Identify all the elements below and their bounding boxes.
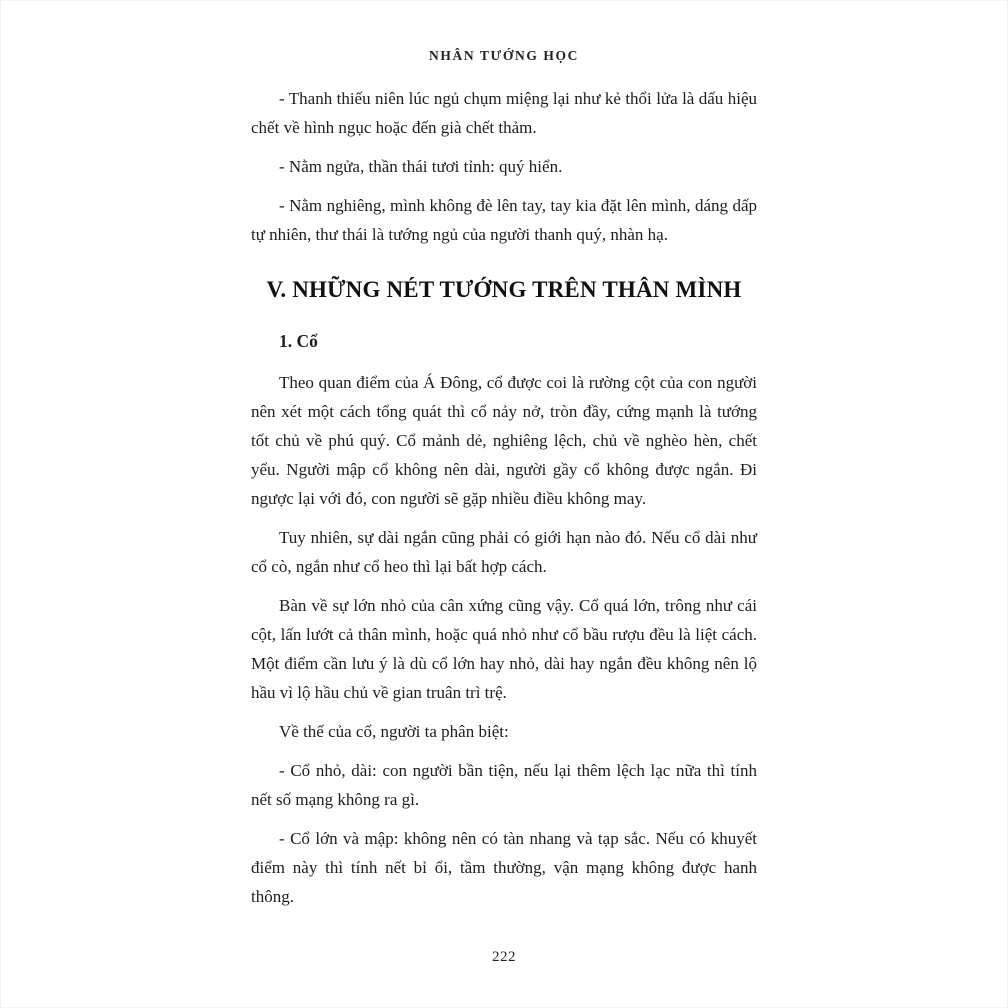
paragraph: Theo quan điểm của Á Đông, cổ được coi là rường cột của con người nên xét một cách tổng quát thì cổ nảy nở, tròn đầy, cứng mạnh là tướng tốt chủ về phú quý. Cổ mảnh dẻ, nghiêng lệch, chủ về nghèo hèn, chết yểu. Người mập cổ không nên dài, người gầy cổ không được ngắn. Đi ngược lại với đó, con người sẽ gặp nhiều điều không may. xyxy=(251,373,757,508)
section-heading: V. NHỮNG NÉT TƯỚNG TRÊN THÂN MÌNH xyxy=(266,277,742,302)
paragraph: Bàn về sự lớn nhỏ của cân xứng cũng vậy. Cổ quá lớn, trông như cái cột, lấn lướt cả thân mình, hoặc quá nhỏ như cổ bầu rượu đều là liệt cách. Một điểm cần lưu ý là dù cổ lớn hay nhỏ, dài hay ngắn đều không nên lộ hầu vì lộ hầu chủ về gian truân trì trệ. xyxy=(251,596,757,702)
page-number: 222 xyxy=(492,949,516,965)
paragraph: - Thanh thiếu niên lúc ngủ chụm miệng lại như kẻ thổi lửa là dấu hiệu chết về hình ngục hoặc đến già chết thảm. xyxy=(251,89,757,137)
page-content xyxy=(251,84,757,921)
paragraph: Tuy nhiên, sự dài ngắn cũng phải có giới hạn nào đó. Nếu cổ dài như cổ cò, ngắn như cổ heo thì lại bất hợp cách. xyxy=(251,528,757,576)
subsection-heading: 1. Cổ xyxy=(279,331,318,351)
paragraph: - Cổ nhỏ, dài: con người bần tiện, nếu lại thêm lệch lạc nữa thì tính nết số mạng không ra gì. xyxy=(251,761,757,809)
running-header: NHÂN TƯỚNG HỌC xyxy=(429,48,579,63)
paragraph: - Nằm nghiêng, mình không đè lên tay, tay kia đặt lên mình, dáng dấp tự nhiên, thư thái là tướng ngủ của người thanh quý, nhàn hạ. xyxy=(251,196,757,244)
paragraph: Về thế của cổ, người ta phân biệt: xyxy=(279,722,509,741)
paragraph: - Nằm ngửa, thần thái tươi tỉnh: quý hiển. xyxy=(279,157,563,176)
paragraph: - Cổ lớn và mập: không nên có tàn nhang và tạp sắc. Nếu có khuyết điểm này thì tính nết bỉ ổi, tầm thường, vận mạng không được hanh thông. xyxy=(251,829,757,906)
